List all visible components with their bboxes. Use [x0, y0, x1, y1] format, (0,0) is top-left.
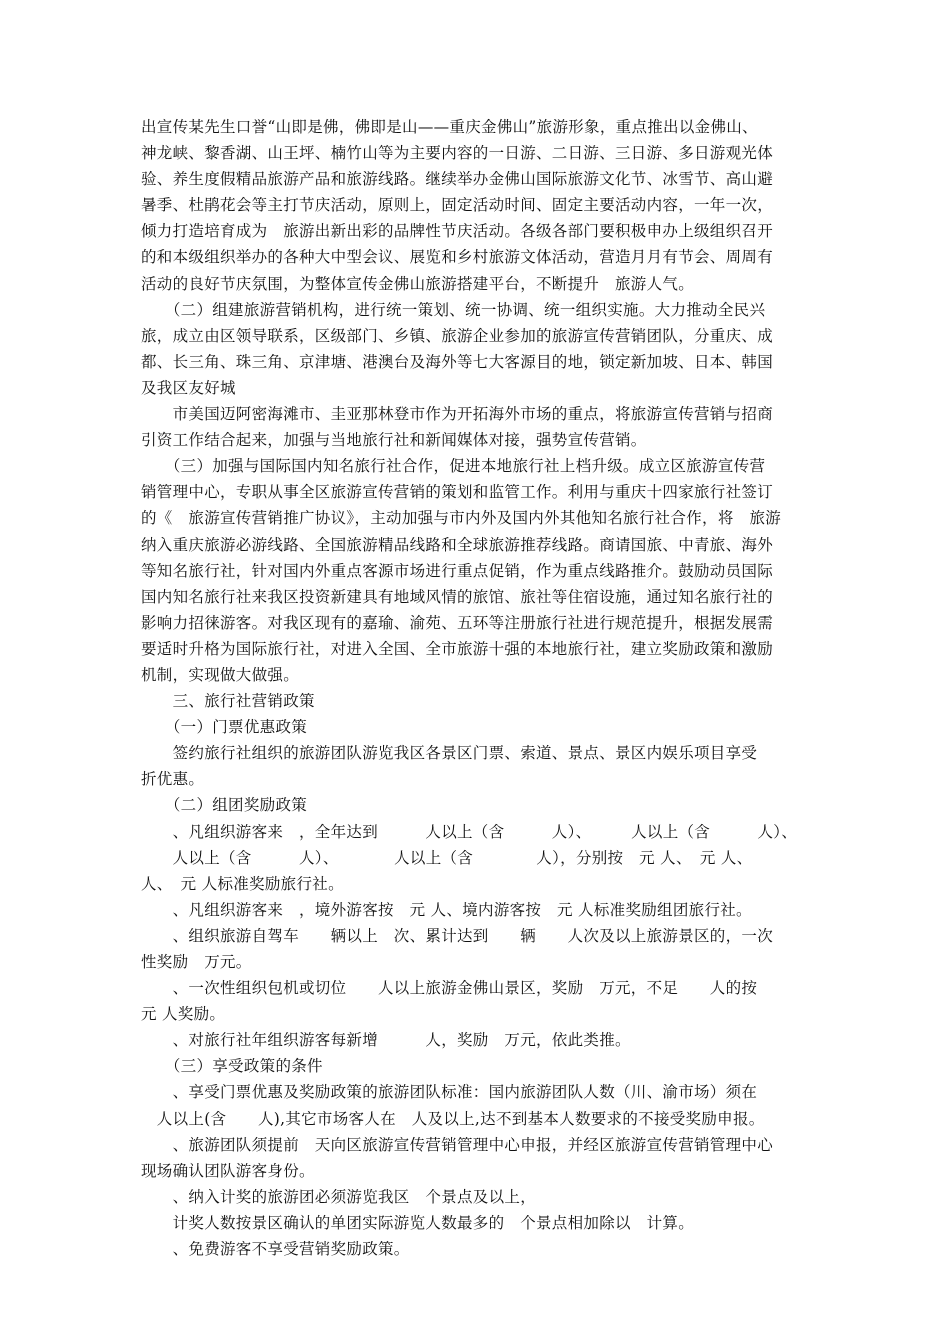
text-line: 计奖人数按景区确认的单团实际游览人数最多的 个景点相加除以 计算。 — [141, 1213, 695, 1232]
text-line: 、凡组织游客来 ，全年达到 人以上（含 人）、 人以上（含 人）、 — [141, 822, 798, 841]
text-line: 人、 元 人标准奖励旅行社。 — [141, 874, 344, 893]
text-line: 倾力打造培育成为 旅游出新出彩的品牌性节庆活动。各级各部门要积极申办上级组织召开 — [141, 222, 774, 241]
text-line: 机制，实现做大做强。 — [141, 665, 300, 684]
text-line: 销管理中心，专职从事全区旅游宣传营销的策划和监管工作。利用与重庆十四家旅行社签订 — [141, 483, 774, 502]
text-line: 的《 旅游宣传营销推广协议》，主动加强与市内外及国内外其他知名旅行社合作，将 旅游 — [141, 509, 782, 528]
text-line: 人以上（含 人）、 人以上（含 人），分别按 元 人、 元 人、 — [141, 848, 753, 867]
text-line: 暑季、杜鹃花会等主打节庆活动，原则上，固定活动时间、固定主要活动内容，一年一次， — [141, 196, 774, 215]
subsection-heading: （二）组团奖励政策 — [141, 796, 308, 815]
text-line: 、一次性组织包机或切位 人以上旅游金佛山景区，奖励 万元，不足 人的按 — [141, 979, 758, 998]
text-line: （二）组建旅游营销机构，进行统一策划、统一协调、统一组织实施。大力推动全民兴 — [141, 300, 766, 319]
text-line: 、组织旅游自驾车 辆以上 次、累计达到 辆 人次及以上旅游景区的，一次 — [141, 926, 774, 945]
text-line: 、对旅行社年组织游客每新增 人，奖励 万元，依此类推。 — [141, 1031, 631, 1050]
text-line: 人以上(含 人),其它市场客人在 人及以上,达不到基本人数要求的不接受奖励申报。 — [141, 1109, 765, 1128]
subsection-heading: （一）门票优惠政策 — [141, 718, 308, 737]
text-line: 影响力招徕游客。对我区现有的嘉瑜、渝苑、五环等注册旅行社进行规范提升，根据发展需 — [141, 613, 774, 632]
text-line: 折优惠。 — [141, 770, 205, 789]
text-line: 及我区友好城 — [141, 378, 236, 397]
text-line: 、纳入计奖的旅游团必须游览我区 个景点及以上， — [141, 1187, 537, 1206]
text-line: 等知名旅行社，针对国内外重点客源市场进行重点促销，作为重点线路推介。鼓励动员国际 — [141, 561, 774, 580]
text-line: 神龙峡、黎香湖、山王坪、楠竹山等为主要内容的一日游、二日游、三日游、多日游观光体 — [141, 144, 774, 163]
text-line: 引资工作结合起来，加强与当地旅行社和新闻媒体对接，强势宣传营销。 — [141, 431, 647, 450]
text-line: 、旅游团队须提前 天向区旅游宣传营销管理中心申报，并经区旅游宣传营销管理中心 — [141, 1135, 774, 1154]
text-line: 、免费游客不享受营销奖励政策。 — [141, 1240, 410, 1259]
text-line: 的和本级组织举办的各种大中型会议、展览和乡村旅游文体活动，营造月月有节会、周周有 — [141, 248, 774, 267]
text-line: 纳入重庆旅游必游线路、全国旅游精品线路和全球旅游推荐线路。商请国旅、中青旅、海外 — [141, 535, 774, 554]
subsection-heading: （三）享受政策的条件 — [141, 1057, 323, 1076]
text-line: 出宣传某先生口誉“山即是佛，佛即是山——重庆金佛山”旅游形象，重点推出以金佛山、 — [141, 118, 758, 136]
text-line: 要适时升格为国际旅行社，对进入全国、全市旅游十强的本地旅行社，建立奖励政策和激励 — [141, 639, 774, 658]
text-line: 都、长三角、珠三角、京津塘、港澳台及海外等七大客源目的地，锁定新加坡、日本、韩国 — [141, 352, 774, 371]
text-line: 、享受门票优惠及奖励政策的旅游团队标准：国内旅游团队人数（川、渝市场）须在 — [141, 1083, 758, 1102]
text-line: 、凡组织游客来 ，境外游客按 元 人、境内游客按 元 人标准奖励组团旅行社。 — [141, 900, 752, 919]
text-line: 市美国迈阿密海滩市、圭亚那林登市作为开拓海外市场的重点，将旅游宣传营销与招商 — [141, 405, 774, 424]
text-line: （三）加强与国际国内知名旅行社合作，促进本地旅行社上档升级。成立区旅游宣传营 — [141, 457, 766, 476]
text-line: 现场确认团队游客身份。 — [141, 1161, 315, 1180]
section-heading: 三、旅行社营销政策 — [141, 692, 315, 711]
text-line: 签约旅行社组织的旅游团队游览我区各景区门票、索道、景点、景区内娱乐项目享受 — [141, 744, 758, 763]
document-body — [141, 114, 813, 1262]
text-line: 元 人奖励。 — [141, 1005, 226, 1024]
text-line: 国内知名旅行社来我区投资新建具有地域风情的旅馆、旅社等住宿设施，通过知名旅行社的 — [141, 587, 774, 606]
text-line: 旅，成立由区领导联系，区级部门、乡镇、旅游企业参加的旅游宣传营销团队，分重庆、成 — [141, 326, 774, 345]
text-line: 验、养生度假精品旅游产品和旅游线路。继续举办金佛山国际旅游文化节、冰雪节、高山避 — [141, 170, 774, 189]
text-line: 性奖励 万元。 — [141, 953, 252, 971]
text-line: 活动的良好节庆氛围，为整体宣传金佛山旅游搭建平台，不断提升 旅游人气。 — [141, 274, 695, 293]
